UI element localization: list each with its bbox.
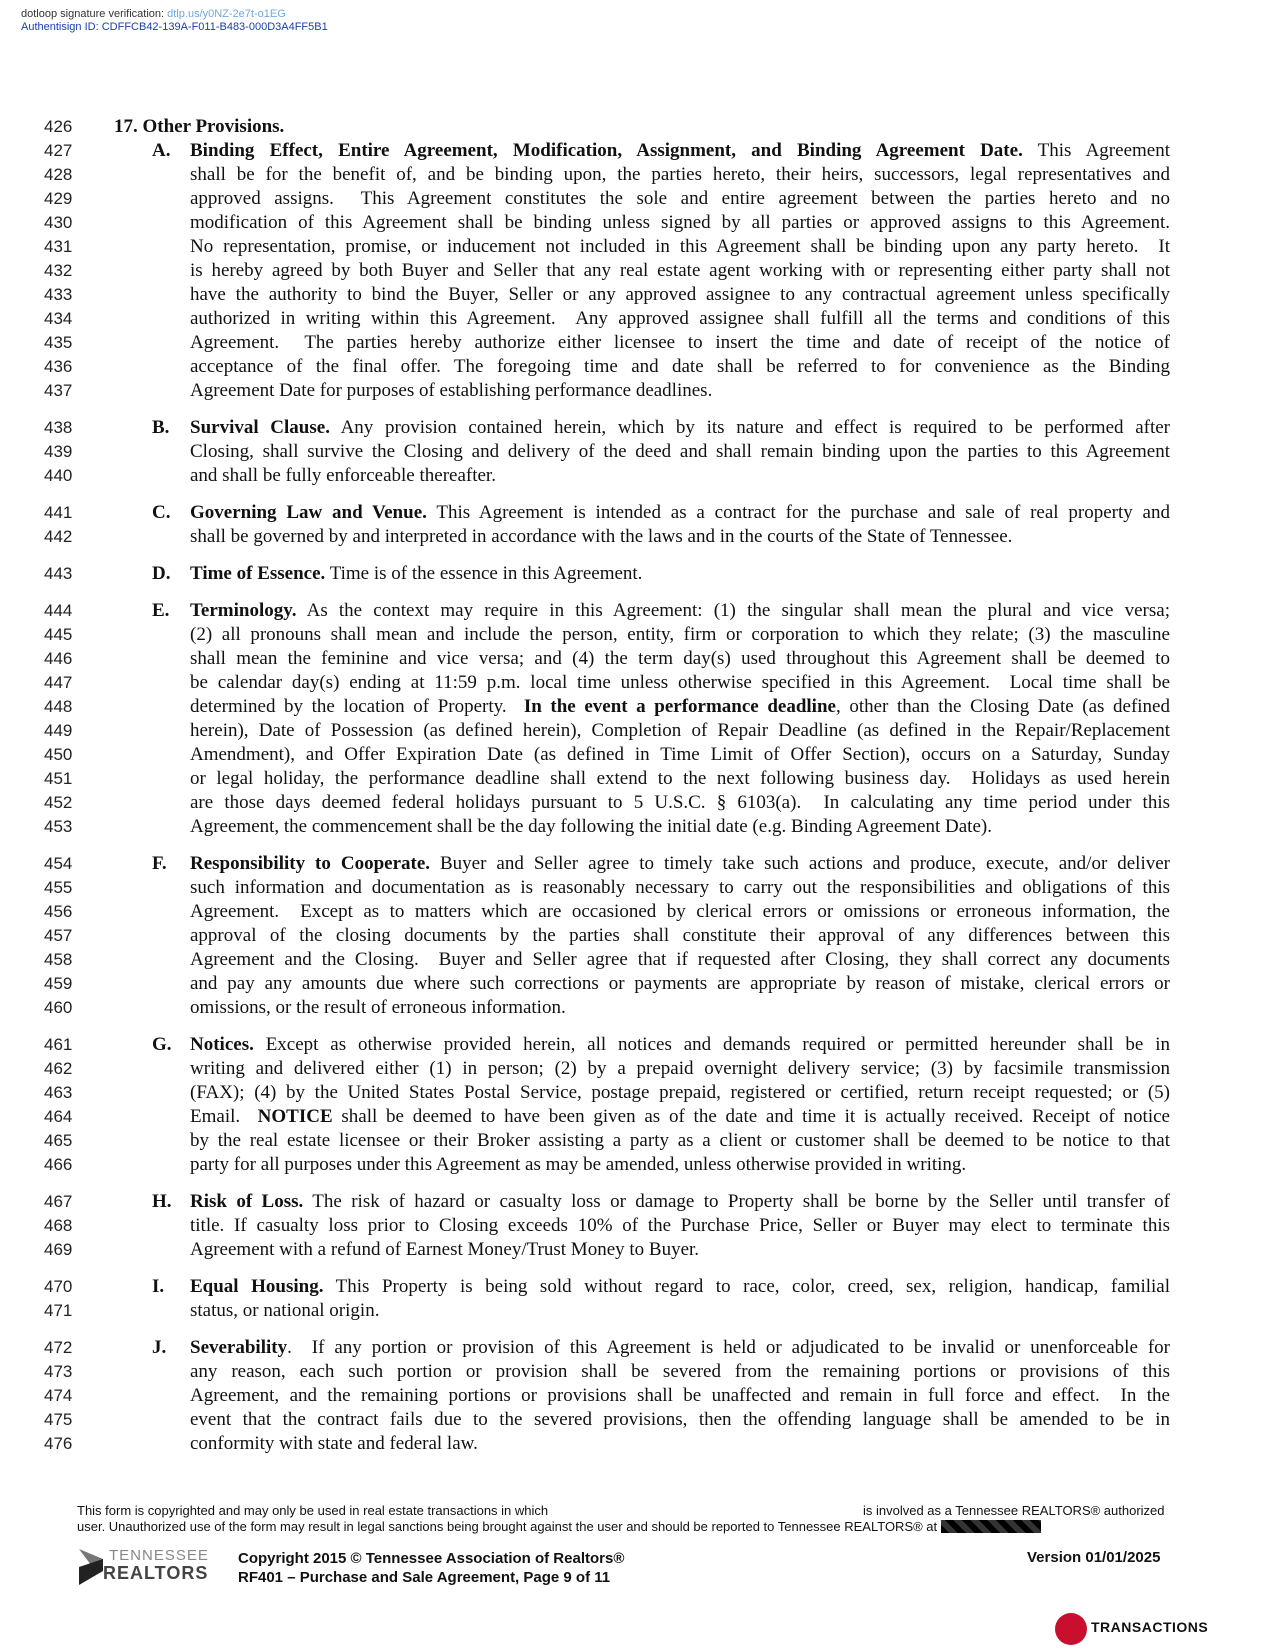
line-number: 471 <box>44 1301 73 1320</box>
text-line <box>0 948 1275 972</box>
text-line <box>0 1408 1275 1432</box>
text-line <box>0 235 1275 259</box>
line-text: shall be for the benefit of, and be binding upon, the parties hereto, their heirs, successors, legal representatives and <box>190 164 1170 185</box>
line-text: by the real estate licensee or their Broker assisting a party as a client or customer shall be deemed to be notice to that <box>190 1130 1170 1151</box>
line-number: 467 <box>44 1192 73 1211</box>
line-text: shall mean the feminine and vice versa; and (4) the term day(s) used throughout this Agreement shall be deemed to <box>190 648 1170 669</box>
line-number: 430 <box>44 213 73 232</box>
text-line <box>0 501 1275 525</box>
line-text: Survival Clause. Any provision contained herein, which by its nature and effect is required to be performed after <box>190 417 1170 438</box>
line-text: approval of the closing documents by the parties shall constitute their approval of any differences between this <box>190 925 1170 946</box>
line-text: Agreement. Except as to matters which are occasioned by clerical errors or omissions or erroneous information, the <box>190 901 1170 922</box>
line-text: Binding Effect, Entire Agreement, Modification, Assignment, and Binding Agreement Date. This Agreement <box>190 140 1170 161</box>
text-line <box>0 1105 1275 1129</box>
line-text: modification of this Agreement shall be binding unless signed by all parties or approved assigns to this Agreement. <box>190 212 1170 233</box>
text-line <box>0 139 1275 163</box>
line-text: is hereby agreed by both Buyer and Seller that any real estate agent working with or representing either party shall not <box>190 260 1170 281</box>
provision-letter: F. <box>152 853 167 874</box>
provision-letter: A. <box>152 140 171 161</box>
text-line <box>0 283 1275 307</box>
text-line <box>0 996 1275 1020</box>
line-number: 448 <box>44 697 73 716</box>
line-text: or legal holiday, the performance deadline shall extend to the next following business day. Holidays as used herein <box>190 768 1170 789</box>
text-line <box>0 791 1275 815</box>
provision-heading: Terminology. <box>190 600 297 621</box>
text-line <box>0 1190 1275 1214</box>
line-number: 450 <box>44 745 73 764</box>
redacted-block <box>941 1520 1041 1533</box>
line-number: 475 <box>44 1410 73 1429</box>
transactions-logo-icon <box>1055 1613 1087 1645</box>
section-heading: 17. Other Provisions. <box>114 116 285 137</box>
text-line <box>0 1360 1275 1384</box>
line-number: 472 <box>44 1338 73 1357</box>
line-text: omissions, or the result of erroneous information. <box>190 997 566 1018</box>
line-text: Closing, shall survive the Closing and delivery of the deed and shall remain binding upon the parties to this Agreement <box>190 441 1170 462</box>
line-text: Equal Housing. This Property is being sold without regard to race, color, creed, sex, religion, handicap, familial <box>190 1276 1170 1297</box>
line-text: Agreement. The parties hereby authorize either licensee to insert the time and date of receipt of the notice of <box>190 332 1170 353</box>
provision-heading: Binding Effect, Entire Agreement, Modification, Assignment, and Binding Agreement Date. <box>190 140 1023 161</box>
authentisign-id: Authentisign ID: CDFFCB42-139A-F011-B483-000D3A4FF5B1 <box>21 21 328 33</box>
footer-notice-line-1: This form is copyrighted and may only be used in real estate transactions in which is involved as a Tennessee REALTORS® authorized <box>77 1503 1165 1518</box>
text-line <box>0 647 1275 671</box>
line-number: 427 <box>44 141 73 160</box>
document-body <box>0 115 1275 1456</box>
line-number: 441 <box>44 503 73 522</box>
provision-letter: J. <box>152 1337 167 1358</box>
provision-heading: Notices. <box>190 1034 254 1055</box>
provision-letter: C. <box>152 502 171 523</box>
line-text: acceptance of the final offer. The foregoing time and date shall be referred to for convenience as the Binding <box>190 356 1170 377</box>
line-text: have the authority to bind the Buyer, Seller or any approved assignee to any contractual agreement unless specifically <box>190 284 1170 305</box>
text-line <box>0 1214 1275 1238</box>
line-text: determined by the location of Property. In the event a performance deadline, other than the Closing Date (as defined <box>190 696 1170 717</box>
line-number: 445 <box>44 625 73 644</box>
text-line <box>0 924 1275 948</box>
line-text: herein), Date of Possession (as defined herein), Completion of Repair Deadline (as defined in the Repair/Replacement <box>190 720 1170 741</box>
text-line <box>0 815 1275 839</box>
realtors-mark-icon <box>77 1547 105 1587</box>
line-text: such information and documentation as is reasonably necessary to carry out the responsibilities and obligations of this <box>190 877 1170 898</box>
text-line <box>0 599 1275 623</box>
text-line <box>0 525 1275 549</box>
line-text: Governing Law and Venue. This Agreement is intended as a contract for the purchase and sale of real property and <box>190 502 1170 523</box>
line-number: 449 <box>44 721 73 740</box>
footer-notice-line-2: user. Unauthorized use of the form may result in legal sanctions being brought against the user and should be reported to Tennessee REALTORS® at <box>77 1519 1217 1535</box>
line-text: Notices. Except as otherwise provided herein, all notices and demands required or permitted hereunder shall be in <box>190 1034 1170 1055</box>
text-line <box>0 743 1275 767</box>
text-line <box>0 259 1275 283</box>
text-line <box>0 900 1275 924</box>
line-number: 455 <box>44 878 73 897</box>
provision-heading: Severability <box>190 1337 288 1358</box>
provision-heading: Governing Law and Venue. <box>190 502 427 523</box>
line-text: title. If casualty loss prior to Closing exceeds 10% of the Purchase Price, Seller or Buyer may elect to terminate this <box>190 1215 1170 1236</box>
line-text: authorized in writing within this Agreement. Any approved assignee shall fulfill all the terms and conditions of this <box>190 308 1170 329</box>
line-text: Time of Essence. Time is of the essence in this Agreement. <box>190 563 643 584</box>
line-number: 469 <box>44 1240 73 1259</box>
line-text: Responsibility to Cooperate. Buyer and Seller agree to timely take such actions and produce, execute, and/or deliver <box>190 853 1170 874</box>
line-number: 428 <box>44 165 73 184</box>
line-text: No representation, promise, or inducement not included in this Agreement shall be binding upon any party hereto. It <box>190 236 1170 257</box>
provision-letter: B. <box>152 417 170 438</box>
line-number: 464 <box>44 1107 73 1126</box>
dotloop-link[interactable]: dtlp.us/y0NZ-2e7t-o1EG <box>167 8 286 20</box>
line-text: (FAX); (4) by the United States Postal Service, postage prepaid, registered or certified, return receipt requested; or (5) <box>190 1082 1170 1103</box>
line-text: Agreement Date for purposes of establishing performance deadlines. <box>190 380 713 401</box>
provision-heading: Risk of Loss. <box>190 1191 304 1212</box>
text-line <box>0 1384 1275 1408</box>
line-number: 434 <box>44 309 73 328</box>
line-number: 438 <box>44 418 73 437</box>
line-number: 461 <box>44 1035 73 1054</box>
line-number: 432 <box>44 261 73 280</box>
line-text: status, or national origin. <box>190 1300 380 1321</box>
provision-heading: Time of Essence. <box>190 563 326 584</box>
text-line <box>0 562 1275 586</box>
text-line <box>0 1129 1275 1153</box>
line-text: writing and delivered either (1) in person; (2) by a prepaid overnight delivery service; (3) by facsimile transmission <box>190 1058 1170 1079</box>
line-text: Agreement, the commencement shall be the day following the initial date (e.g. Binding Agreement Date). <box>190 816 992 837</box>
line-number: 443 <box>44 564 73 583</box>
tennessee-realtors-logo: TENNESSEE REALTORS <box>77 1545 217 1591</box>
line-text: Severability. If any portion or provision of this Agreement is held or adjudicated to be invalid or unenforceable for <box>190 1337 1170 1358</box>
dotloop-label: dotloop signature verification: <box>21 8 165 20</box>
text-line <box>0 852 1275 876</box>
line-number: 456 <box>44 902 73 921</box>
line-number: 440 <box>44 466 73 485</box>
line-text: are those days deemed federal holidays pursuant to 5 U.S.C. § 6103(a). In calculating any time period under this <box>190 792 1170 813</box>
line-text: (2) all pronouns shall mean and include the person, entity, firm or corporation to which they relate; (3) the masculine <box>190 624 1170 645</box>
text-line <box>0 379 1275 403</box>
provision-heading: Equal Housing. <box>190 1276 324 1297</box>
text-line <box>0 1153 1275 1177</box>
line-text: Agreement and the Closing. Buyer and Seller agree that if requested after Closing, they shall correct any documents <box>190 949 1170 970</box>
line-text: Risk of Loss. The risk of hazard or casualty loss or damage to Property shall be borne by the Seller until transfer of <box>190 1191 1170 1212</box>
line-number: 458 <box>44 950 73 969</box>
text-line <box>0 307 1275 331</box>
line-number: 468 <box>44 1216 73 1235</box>
text-line <box>0 1275 1275 1299</box>
text-line <box>0 767 1275 791</box>
line-number: 446 <box>44 649 73 668</box>
line-number: 452 <box>44 793 73 812</box>
text-line <box>0 1057 1275 1081</box>
provision-letter: I. <box>152 1276 165 1297</box>
line-text: Amendment), and Offer Expiration Date (as defined in Time Limit of Offer Section), occurs on a Saturday, Sunday <box>190 744 1170 765</box>
text-line <box>0 1432 1275 1456</box>
line-number: 435 <box>44 333 73 352</box>
provision-letter: G. <box>152 1034 172 1055</box>
text-line <box>0 671 1275 695</box>
line-number: 459 <box>44 974 73 993</box>
line-number: 466 <box>44 1155 73 1174</box>
line-number: 433 <box>44 285 73 304</box>
text-line <box>0 972 1275 996</box>
line-number: 457 <box>44 926 73 945</box>
text-line <box>0 211 1275 235</box>
section-heading-row: 426 17. Other Provisions. <box>44 116 285 137</box>
line-text: event that the contract fails due to the severed provisions, then the offending language shall be amended to be in <box>190 1409 1170 1430</box>
line-number: 460 <box>44 998 73 1017</box>
text-line <box>0 355 1275 379</box>
text-line <box>0 1299 1275 1323</box>
text-line <box>0 331 1275 355</box>
line-text: and shall be fully enforceable thereafter. <box>190 465 496 486</box>
version-label: Version 01/01/2025 <box>1027 1549 1161 1566</box>
text-line <box>0 1081 1275 1105</box>
page-footer <box>77 1503 1217 1586</box>
provision-letter: E. <box>152 600 170 621</box>
line-text: conformity with state and federal law. <box>190 1433 478 1454</box>
line-number: 442 <box>44 527 73 546</box>
provision-letter: H. <box>152 1191 172 1212</box>
text-line <box>0 416 1275 440</box>
text-line <box>0 623 1275 647</box>
text-line <box>0 187 1275 211</box>
line-number: 462 <box>44 1059 73 1078</box>
text-line <box>0 876 1275 900</box>
text-line <box>0 1336 1275 1360</box>
text-line <box>0 163 1275 187</box>
text-line <box>0 1033 1275 1057</box>
line-number: 429 <box>44 189 73 208</box>
line-text: and pay any amounts due where such corrections or payments are appropriate by reason of mistake, clerical errors or <box>190 973 1170 994</box>
signature-verification <box>21 8 328 34</box>
line-number: 465 <box>44 1131 73 1150</box>
text-line <box>0 719 1275 743</box>
line-text: approved assigns. This Agreement constitutes the sole and entire agreement between the parties hereto and no <box>190 188 1170 209</box>
line-number: 453 <box>44 817 73 836</box>
line-text: be calendar day(s) ending at 11:59 p.m. local time unless otherwise specified in this Agreement. Local time shall be <box>190 672 1170 693</box>
line-number: 431 <box>44 237 73 256</box>
text-line <box>0 464 1275 488</box>
line-number: 473 <box>44 1362 73 1381</box>
line-text: shall be governed by and interpreted in accordance with the laws and in the courts of the State of Tennessee. <box>190 526 1013 547</box>
line-number: 476 <box>44 1434 73 1453</box>
line-text: Terminology. As the context may require in this Agreement: (1) the singular shall mean the plural and vice versa; <box>190 600 1170 621</box>
transactions-logo: TRANSACTIONS <box>1055 1611 1215 1649</box>
line-text: Agreement, and the remaining portions or provisions shall be unaffected and remain in full force and effect. In the <box>190 1385 1170 1406</box>
line-number: 454 <box>44 854 73 873</box>
provision-heading: Responsibility to Cooperate. <box>190 853 431 874</box>
line-number: 436 <box>44 357 73 376</box>
text-line <box>0 1238 1275 1262</box>
text-line <box>0 440 1275 464</box>
provision-heading: Survival Clause. <box>190 417 330 438</box>
provision-letter: D. <box>152 563 171 584</box>
text-line <box>0 695 1275 719</box>
copyright-block: Copyright 2015 © Tennessee Association of Realtors® RF401 – Purchase and Sale Agreement, Page 9 of 11 <box>238 1550 625 1586</box>
line-number: 437 <box>44 381 73 400</box>
line-number: 444 <box>44 601 73 620</box>
line-number: 447 <box>44 673 73 692</box>
line-number: 439 <box>44 442 73 461</box>
line-text: Email. NOTICE shall be deemed to have been given as of the date and time it is actually received. Receipt of notice <box>190 1106 1170 1127</box>
line-number: 474 <box>44 1386 73 1405</box>
line-number: 463 <box>44 1083 73 1102</box>
line-text: any reason, each such portion or provision shall be severed from the remaining portions or provisions of this <box>190 1361 1170 1382</box>
line-number: 451 <box>44 769 73 788</box>
line-text: Agreement with a refund of Earnest Money/Trust Money to Buyer. <box>190 1239 700 1260</box>
line-text: party for all purposes under this Agreement as may be amended, unless otherwise provided in writing. <box>190 1154 967 1175</box>
line-number: 470 <box>44 1277 73 1296</box>
